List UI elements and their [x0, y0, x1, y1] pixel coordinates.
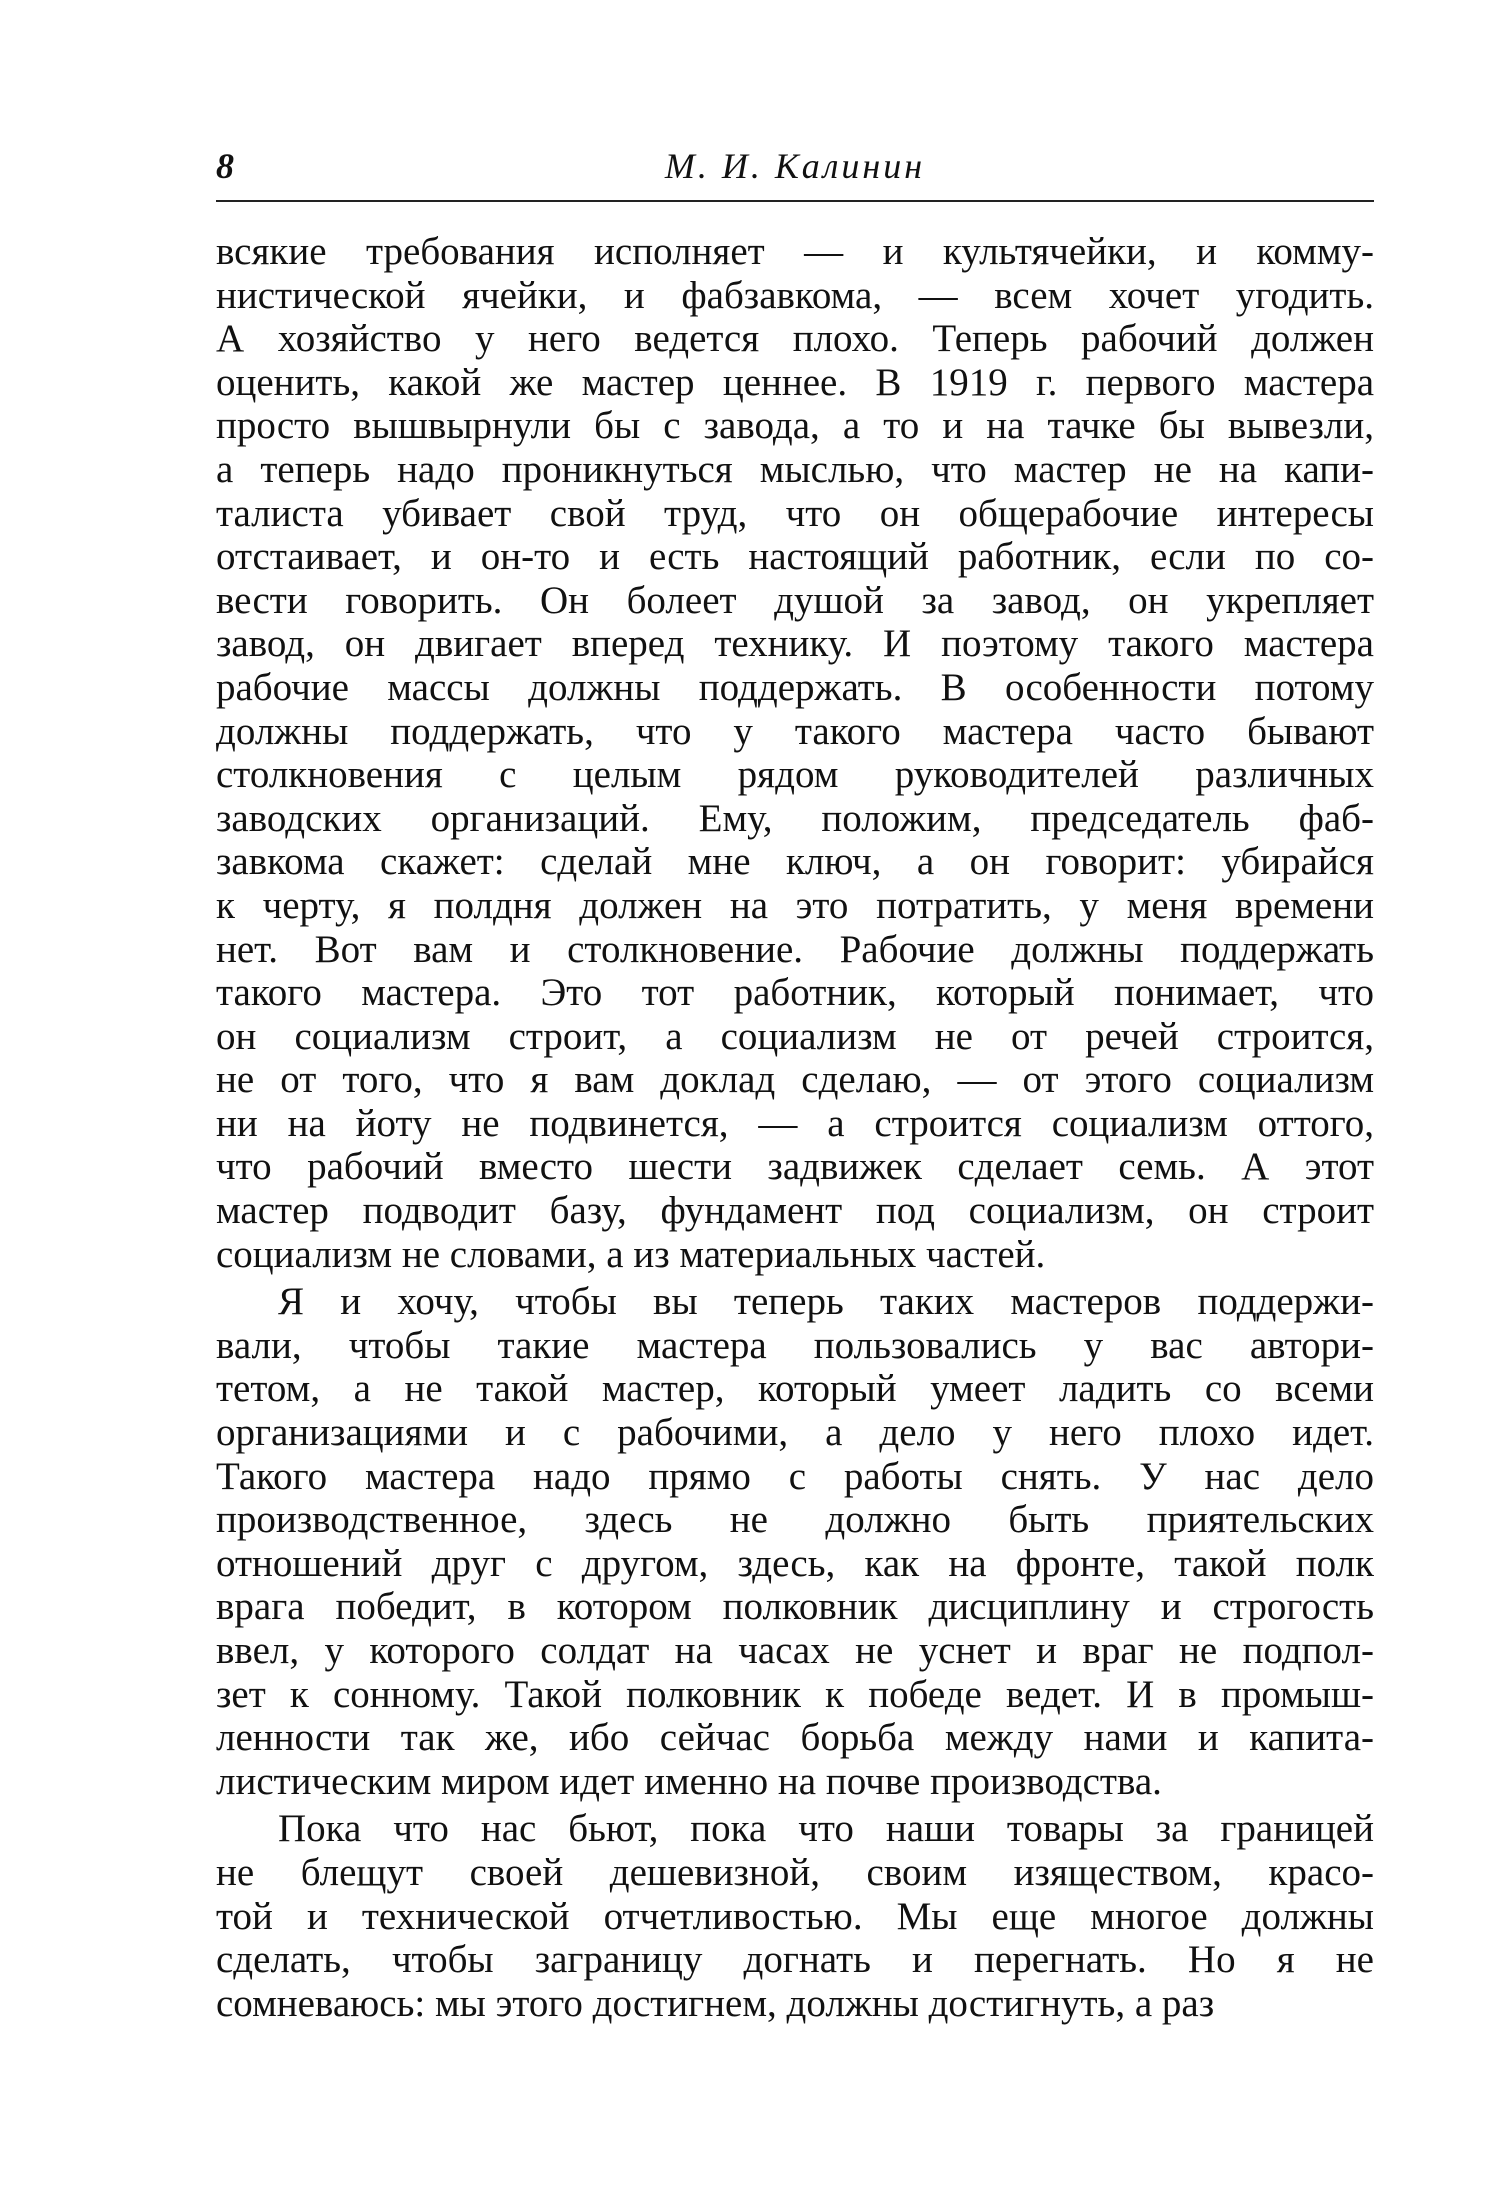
text-line: не от того, что я вам доклад сделаю, — от этого социализм — [216, 1058, 1374, 1102]
running-head — [216, 136, 1374, 196]
body-text — [216, 230, 1374, 2025]
text-line: ни на йоту не подвинется, — а строится социализм оттого, — [216, 1101, 1374, 1145]
paragraph — [216, 1280, 1374, 1803]
text-line: той и технической отчетливостью. Мы еще многое должны — [216, 1894, 1374, 1938]
text-line: нистической ячейки, и фабзавкома, — всем хочет угодить. — [216, 273, 1374, 317]
text-line: зет к сонному. Такой полковник к победе ведет. И в промыш- — [216, 1672, 1374, 1716]
text-line: Пока что нас бьют, пока что наши товары за границей — [278, 1807, 1374, 1851]
text-line: оценить, какой же мастер ценнее. В 1919 г. первого мастера — [216, 360, 1374, 404]
paragraph — [216, 230, 1374, 1276]
text-line: социализм не словами, а из материальных частей. — [216, 1232, 1046, 1276]
text-line: завод, он двигает вперед технику. И поэтому такого мастера — [216, 622, 1374, 666]
text-line: тетом, а не такой мастер, который умеет ладить со всеми — [216, 1367, 1374, 1411]
text-line: вали, чтобы такие мастера пользовались у вас автори- — [216, 1323, 1374, 1367]
text-line: А хозяйство у него ведется плохо. Теперь рабочий должен — [216, 317, 1374, 361]
text-line: талиста убивает свой труд, что он общерабочие интересы — [216, 491, 1374, 535]
text-line: просто вышвырнули бы с завода, а то и на тачке бы вывезли, — [216, 404, 1374, 448]
text-line: всякие требования исполняет — и культячейки, и комму- — [216, 230, 1374, 273]
text-line: такого мастера. Это тот работник, который понимает, что — [216, 971, 1374, 1015]
text-line: отношений друг с другом, здесь, как на фронте, такой полк — [216, 1541, 1374, 1585]
text-line: рабочие массы должны поддержать. В особенности потому — [216, 665, 1374, 709]
text-line: Такого мастера надо прямо с работы снять. У нас дело — [216, 1454, 1374, 1498]
text-line: отстаивает, и он-то и есть настоящий работник, если по со- — [216, 535, 1374, 579]
text-line: вести говорить. Он болеет душой за завод, он укрепляет — [216, 578, 1374, 622]
text-line: к черту, я полдня должен на это потратить, у меня времени — [216, 883, 1374, 927]
text-line: организациями и с рабочими, а дело у него плохо идет. — [216, 1411, 1374, 1455]
page-number: 8 — [216, 146, 234, 186]
text-line: завкома скажет: сделай мне ключ, а он говорит: убирайся — [216, 840, 1374, 884]
text-line: мастер подводит базу, фундамент под социализм, он строит — [216, 1189, 1374, 1233]
running-head-author: М. И. Калинин — [664, 146, 926, 186]
text-line: производственное, здесь не должно быть приятельских — [216, 1498, 1374, 1542]
text-line: а теперь надо проникнуться мыслью, что мастер не на капи- — [216, 447, 1374, 491]
text-line: врага победит, в котором полковник дисциплину и строгость — [216, 1585, 1374, 1629]
text-line: нет. Вот вам и столкновение. Рабочие должны поддержать — [216, 927, 1374, 971]
text-line: ввел, у которого солдат на часах не уснет и враг не подпол- — [216, 1629, 1374, 1672]
text-line: не блещут своей дешевизной, своим изяществом, красо- — [216, 1850, 1374, 1894]
text-line: сделать, чтобы заграницу догнать и перегнать. Но я не — [216, 1938, 1374, 1982]
header-rule — [216, 200, 1374, 202]
text-line: что рабочий вместо шести задвижек сделает семь. А этот — [216, 1145, 1374, 1189]
text-line: заводских организаций. Ему, положим, председатель фаб- — [216, 796, 1374, 840]
text-line: столкновения с целым рядом руководителей различных — [216, 753, 1374, 797]
text-line: листическим миром идет именно на почве производства. — [216, 1759, 1162, 1803]
text-line: Я и хочу, чтобы вы теперь таких мастеров поддержи- — [278, 1280, 1374, 1324]
text-line: сомневаюсь: мы этого достигнем, должны достигнуть, а раз — [216, 1981, 1215, 2025]
text-line: должны поддержать, что у такого мастера часто бывают — [216, 709, 1374, 753]
text-line: он социализм строит, а социализм не от речей строится, — [216, 1014, 1374, 1058]
paragraph — [216, 1807, 1374, 2025]
text-line: ленности так же, ибо сейчас борьба между нами и капита- — [216, 1716, 1374, 1760]
